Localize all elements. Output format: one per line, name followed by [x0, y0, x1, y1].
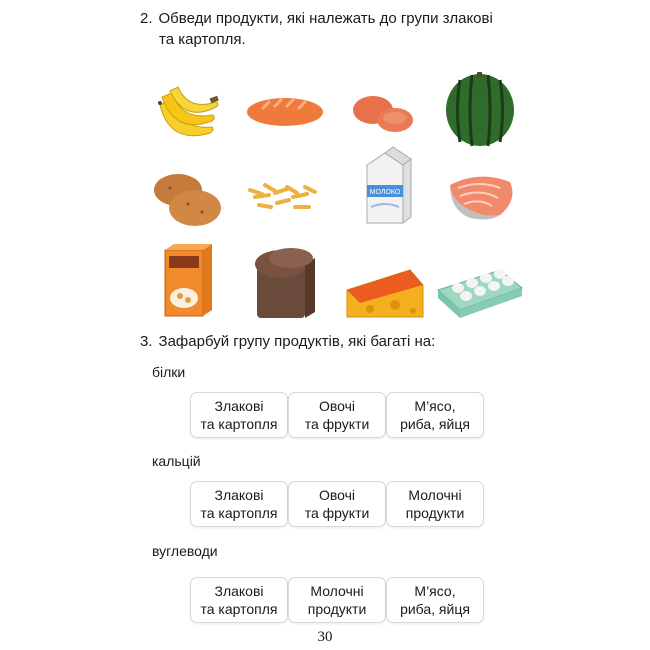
- option-card[interactable]: [190, 481, 288, 527]
- option-card[interactable]: [288, 577, 386, 623]
- option-line1: Злакові: [214, 398, 264, 414]
- option-card[interactable]: [288, 392, 386, 438]
- option-card[interactable]: [386, 577, 484, 623]
- task-2-title: [140, 8, 540, 50]
- food-picture-grid: [130, 70, 530, 320]
- option-line2: риба, яйця: [400, 416, 470, 432]
- option-card[interactable]: [386, 392, 484, 438]
- pasta-picture[interactable]: [235, 165, 335, 245]
- cheese-picture[interactable]: [335, 255, 435, 335]
- option-line1: Овочі: [318, 487, 356, 503]
- task-3-text: Зафарбуй групу продуктів, які багаті на:: [158, 333, 436, 350]
- option-line2: продукти: [405, 505, 465, 521]
- category-label-calcium: кальцій: [152, 453, 201, 469]
- option-line2: та картопля: [200, 505, 278, 521]
- task-2-text-line2: та картопля.: [159, 31, 246, 48]
- option-line2: та картопля: [200, 416, 278, 432]
- task-3-title: [140, 331, 435, 352]
- baguette-picture[interactable]: [235, 80, 335, 160]
- watermelon-picture[interactable]: [430, 70, 530, 150]
- option-line2: продукти: [307, 601, 367, 617]
- option-card[interactable]: [386, 481, 484, 527]
- salmon-steak-picture[interactable]: [430, 160, 530, 240]
- rye-bread-picture[interactable]: [235, 240, 335, 320]
- category-label-proteins: білки: [152, 364, 186, 380]
- banana-picture[interactable]: [140, 75, 240, 155]
- option-line1: Молочні: [408, 487, 462, 503]
- milk-carton-label: МОЛОКО: [369, 189, 401, 196]
- option-line2: та фрукти: [304, 416, 370, 432]
- option-line1: Злакові: [214, 487, 264, 503]
- option-line1: М’ясо,: [414, 398, 456, 414]
- option-line1: М’ясо,: [414, 583, 456, 599]
- potato-picture[interactable]: [140, 160, 240, 240]
- option-card[interactable]: [190, 577, 288, 623]
- option-card[interactable]: [288, 481, 386, 527]
- milk-carton-picture[interactable]: [335, 145, 435, 225]
- egg-tray-picture[interactable]: [430, 250, 530, 330]
- option-line2: риба, яйця: [400, 601, 470, 617]
- task-2-number: 2.: [140, 10, 153, 27]
- task-3-number: 3.: [140, 333, 153, 350]
- page-number: 30: [317, 629, 333, 645]
- option-line2: та фрукти: [304, 505, 370, 521]
- option-line2: та картопля: [200, 601, 278, 617]
- category-label-carbohydrates: вуглеводи: [152, 543, 218, 559]
- task-2-text-line1: Обведи продукти, які належать до групи злакові: [158, 10, 493, 27]
- option-line1: Злакові: [214, 583, 264, 599]
- option-line1: Молочні: [310, 583, 364, 599]
- option-card[interactable]: [190, 392, 288, 438]
- option-line1: Овочі: [318, 398, 356, 414]
- cereal-box-picture[interactable]: [140, 240, 240, 320]
